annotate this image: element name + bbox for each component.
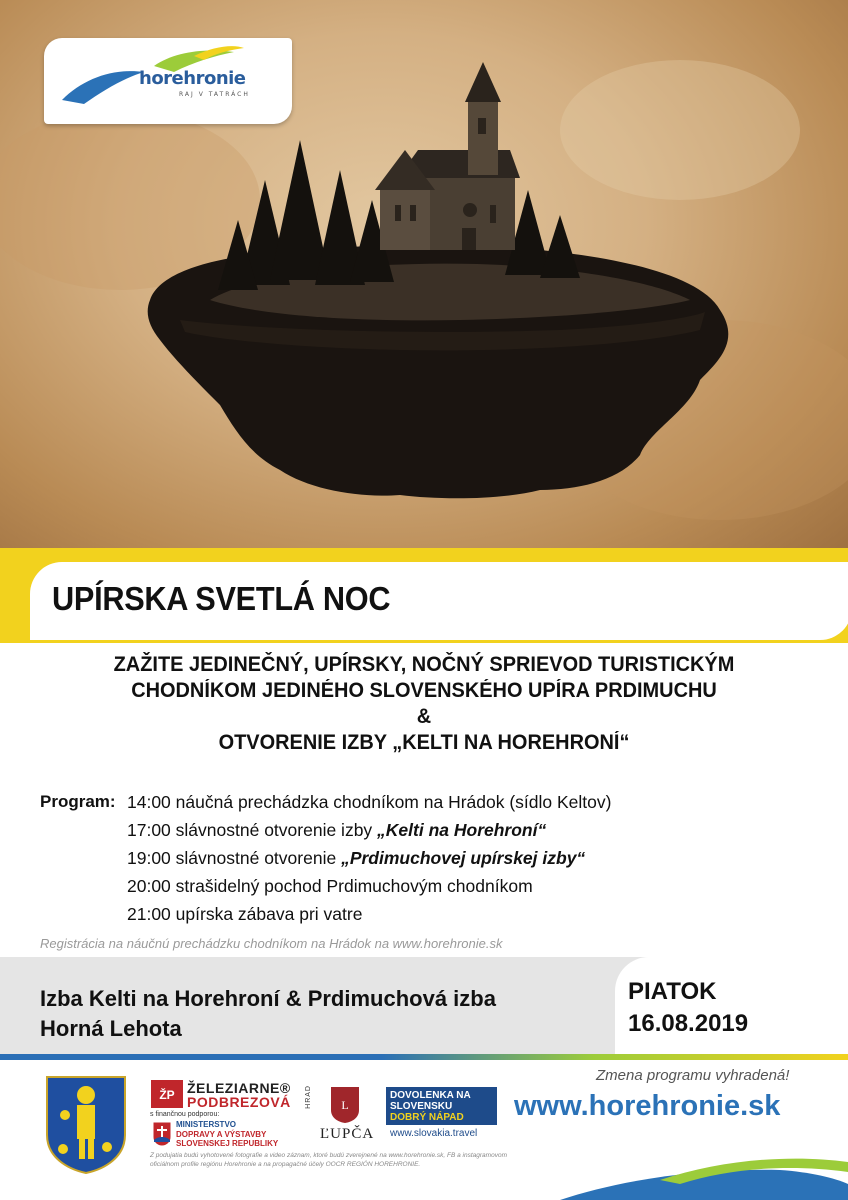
website-link[interactable]: www.horehronie.sk <box>514 1090 781 1122</box>
ministry-line: SLOVENSKEJ REPUBLIKY <box>176 1139 279 1148</box>
program-item <box>127 792 611 813</box>
program-time: 20:00 <box>127 876 171 896</box>
venue-location: Horná Lehota <box>40 1016 182 1041</box>
coat-of-arms-icon <box>45 1075 127 1175</box>
headline <box>0 652 848 756</box>
program-item <box>127 820 546 841</box>
color-stripe <box>0 1054 848 1060</box>
sponsor-zp-name2: PODBREZOVÁ <box>187 1094 291 1110</box>
logo-wordmark: horehronie <box>139 68 246 89</box>
financial-support-label: s finančnou podporou: <box>150 1111 220 1118</box>
headline-line: ZAŽITE JEDINEČNÝ, UPÍRSKY, NOČNÝ SPRIEVOD TURISTICKÝM <box>113 653 735 676</box>
program-change-note: Zmena programu vyhradená! <box>596 1067 790 1084</box>
registration-note: Registrácia na náučnú prechádzku chodníkom na Hrádok na www.horehronie.sk <box>40 936 503 951</box>
program-item <box>127 904 362 925</box>
program-emph: „Prdimuchovej upírskej izby“ <box>341 848 586 868</box>
program-time: 21:00 <box>127 904 171 924</box>
program-text: upírska zábava pri vatre <box>175 904 363 924</box>
program-text: náučná prechádzka chodníkom na Hrádok (sídlo Keltov) <box>175 792 612 812</box>
horehronie-logo[interactable] <box>44 38 292 124</box>
event-date: 16.08.2019 <box>628 1010 749 1037</box>
ministry-line: MINISTERSTVO <box>176 1120 237 1129</box>
program-text: slávnostné otvorenie izby <box>175 820 373 840</box>
program-item <box>127 876 533 897</box>
headline-line: & <box>416 705 432 728</box>
event-day: PIATOK <box>628 978 717 1005</box>
ministry-line: DOPRAVY A VÝSTAVBY <box>176 1130 267 1139</box>
fine-print: Z podujatia budú vyhotovené fotografie a video záznam, ktoré budú zverejnené na www.horehronie.sk, FB a instagramovom <box>150 1152 507 1159</box>
fine-print: oficiálnom profile regiónu Horehronie a na propagačné účely OOCR REGIÓN HOREHRONIE. <box>150 1161 421 1168</box>
church <box>375 62 520 250</box>
logo-tagline: RAJ V TATRÁCH <box>179 91 250 98</box>
svg-text:ŽP: ŽP <box>159 1088 175 1102</box>
headline-line: OTVORENIE IZBY „KELTI NA HOREHRONÍ“ <box>218 731 630 754</box>
program-label: Program: <box>40 792 116 811</box>
program-time: 19:00 <box>127 848 171 868</box>
slovakia-travel-link[interactable]: www.slovakia.travel <box>390 1128 478 1139</box>
sponsor-zp-name: ŽELEZIARNE® <box>187 1080 291 1096</box>
program-text: slávnostné otvorenie <box>175 848 337 868</box>
svg-text:L: L <box>341 1098 349 1112</box>
headline-line: CHODNÍKOM JEDINÉHO SLOVENSKÉHO UPÍRA PRDIMUCHU <box>131 679 717 702</box>
program-time: 14:00 <box>127 792 171 812</box>
slovak-shield-icon <box>152 1121 172 1147</box>
hrad-lupca-crest-icon <box>330 1086 360 1124</box>
program-time: 17:00 <box>127 820 171 840</box>
dovolenka-text: DOVOLENKA NA <box>390 1090 471 1101</box>
zp-logo-icon <box>151 1080 183 1108</box>
hero-illustration <box>0 0 848 560</box>
event-title: UPÍRSKA SVETLÁ NOC <box>52 580 391 617</box>
program-text: strašidelný pochod Prdimuchovým chodníkom <box>175 876 533 896</box>
lupca-label: ĽUPČA <box>320 1126 375 1142</box>
hrad-label: HRAD <box>305 1085 312 1109</box>
program-emph: „Kelti na Horehroní“ <box>377 820 547 840</box>
dovolenka-text: SLOVENSKU <box>390 1101 453 1112</box>
venue-name: Izba Kelti na Horehroní & Prdimuchová izba <box>40 986 496 1011</box>
dovolenka-text: DOBRÝ NÁPAD <box>390 1112 464 1123</box>
footer-swoosh-icon <box>540 1150 848 1200</box>
program-item <box>127 848 585 869</box>
